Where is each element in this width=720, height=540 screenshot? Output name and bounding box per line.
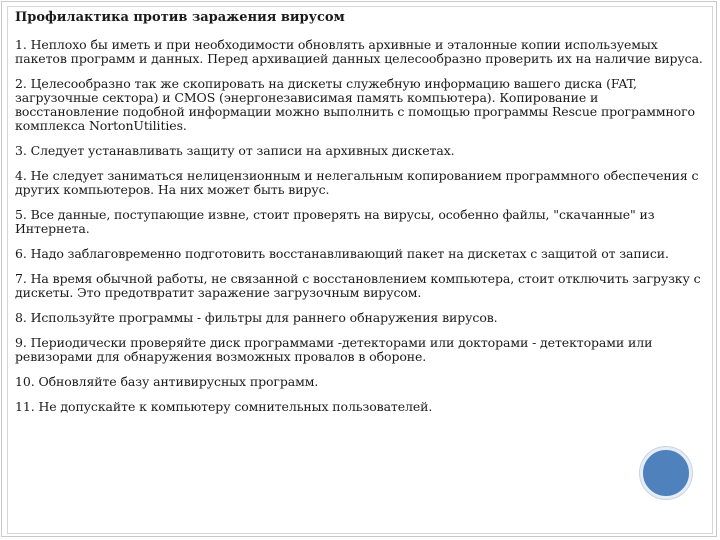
list-item: 9. Периодически проверяйте диск программами -детекторами или докторами - детекторами или ревизорами для обнаружения возможных провалов в обороне. bbox=[15, 335, 653, 364]
slide-title: Профилактика против заражения вирусом bbox=[15, 10, 345, 25]
list-item: 3. Следует устанавливать защиту от записи на архивных дискетах. bbox=[15, 143, 455, 158]
list-item: 4. Не следует заниматься нелицензионным и нелегальным копированием программного обеспечения с других компьютеров. На них может быть вирус. bbox=[15, 168, 699, 197]
slide-content bbox=[15, 9, 703, 425]
list-item: 5. Все данные, поступающие извне, стоит проверять на вирусы, особенно файлы, "скачанные" из Интернета. bbox=[15, 207, 655, 236]
list-item: 8. Используйте программы - фильтры для раннего обнаружения вирусов. bbox=[15, 310, 498, 325]
list-item: 11. Не допускайте к компьютеру сомнительных пользователей. bbox=[15, 399, 433, 414]
decorative-circle bbox=[640, 447, 692, 499]
list-item: 1. Неплохо бы иметь и при необходимости обновлять архивные и эталонные копии используемых пакетов программ и данных. Перед архивацией данных целесообразно проверить их на наличие вируса. bbox=[15, 37, 703, 66]
list-item: 2. Целесообразно так же скопировать на дискеты служебную информацию вашего диска (FAT, загрузочные сектора) и CMOS (энергонезависимая память компьютера). Копирование и восстановление подобной информации можно выполнить с помощью программы Rescue программного комплекса NortonUtilities. bbox=[15, 76, 695, 133]
prevention-list bbox=[15, 38, 703, 414]
list-item: 10. Обновляйте базу антивирусных программ. bbox=[15, 374, 319, 389]
list-item: 6. Надо заблаговременно подготовить восстанавливающий пакет на дискетах с защитой от записи. bbox=[15, 246, 669, 261]
list-item: 7. На время обычной работы, не связанной с восстановлением компьютера, стоит отключить загрузку с дискеты. Это предотвратит заражение загрузочным вирусом. bbox=[15, 271, 701, 300]
